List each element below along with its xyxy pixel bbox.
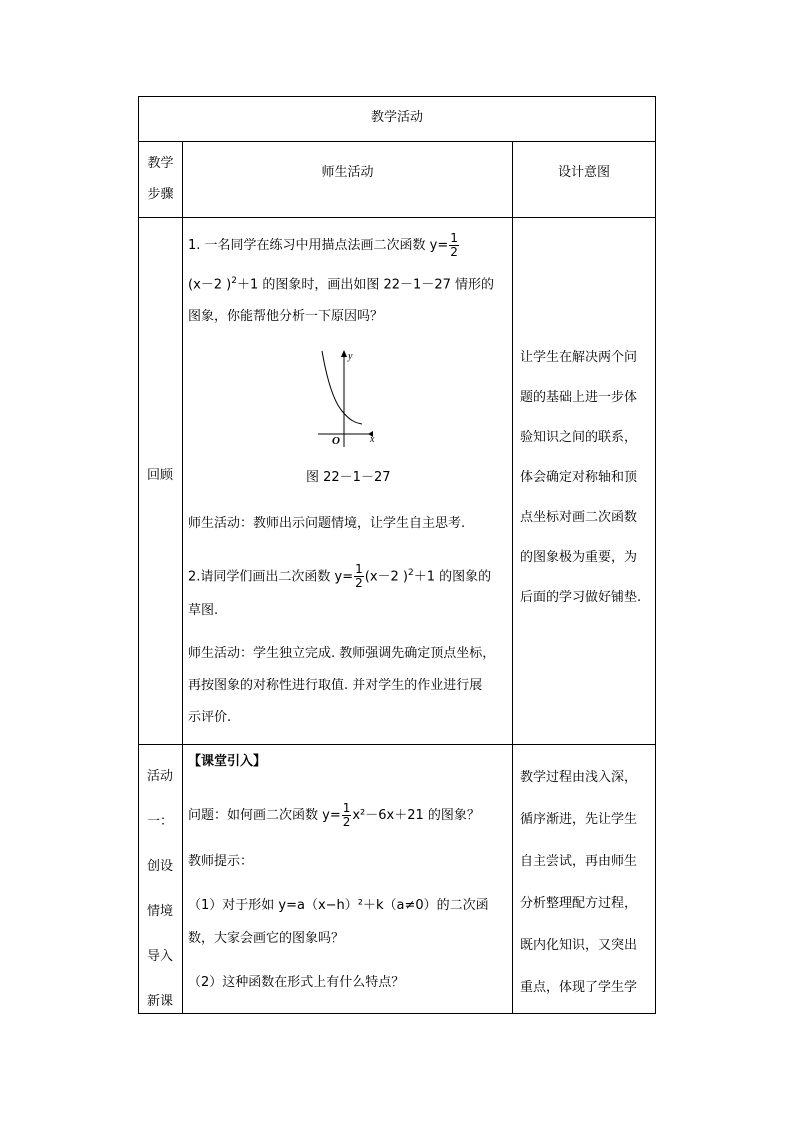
review-question-1-line-2	[188, 271, 494, 295]
table-col-divider	[512, 141, 513, 1014]
table-row-divider	[138, 744, 656, 745]
table-row-divider	[138, 217, 656, 218]
design-line: 让学生在解决两个问	[520, 350, 638, 365]
review-activity-2-line-1: 师生活动：学生独立完成. 教师强调先确定顶点坐标，	[188, 646, 496, 661]
design-line: 验知识之间的联系，	[520, 430, 638, 445]
q1-fraction	[449, 232, 459, 259]
step-line: 新课	[146, 994, 173, 1009]
q1-line2-pre: (x－2 )	[188, 277, 232, 293]
table-border-bottom	[138, 1013, 656, 1014]
q1-frac-num: 1	[450, 231, 458, 245]
q2-post: ＋1 的图象的	[413, 569, 492, 585]
classroom-intro-heading: 【课堂引入】	[188, 754, 267, 769]
review-design-intent	[520, 338, 650, 618]
parabola-curve	[322, 351, 362, 424]
table-col-divider	[182, 141, 183, 1014]
parabola-figure	[318, 349, 378, 449]
intro-fraction	[342, 802, 352, 829]
table-border-top	[138, 96, 656, 97]
lesson-table	[138, 96, 656, 1014]
activity-one-design-intent	[520, 757, 650, 1009]
review-question-2-line-2: 草图.	[188, 603, 219, 618]
step-line: 导入	[146, 949, 173, 964]
axis-label-x: x	[370, 434, 375, 445]
intro-question	[188, 802, 480, 829]
header-activity: 师生活动	[321, 165, 374, 180]
design-line: 教学过程由浅入深，	[520, 770, 638, 785]
hint-item-2: （2）这种函数在形式上有什么特点？	[188, 975, 405, 990]
step-line: 一：	[146, 814, 173, 829]
intro-frac-den: 2	[342, 815, 351, 829]
q1-frac-den: 2	[450, 245, 458, 259]
header-steps	[139, 148, 182, 210]
table-title: 教学活动	[370, 110, 423, 125]
table-row-divider	[138, 141, 656, 142]
header-steps-text: 教学步骤	[147, 156, 174, 202]
q1-prefix: 1. 一名同学在练习中用描点法画二次函数 y=	[188, 238, 449, 253]
design-line: 点坐标对画二次函数	[520, 510, 638, 525]
design-line: 分析整理配方过程，	[520, 896, 638, 911]
review-question-1-line-1	[188, 232, 460, 259]
review-activity-2-line-3: 示评价.	[188, 710, 232, 725]
design-line: 后面的学习做好铺垫.	[520, 590, 642, 605]
q1-line2-post: ＋1 的图象时，画出如图 22－1－27 情形的	[236, 277, 495, 293]
teacher-hint: 教师提示：	[188, 854, 254, 869]
figure-caption: 图 22－1－27	[306, 470, 391, 485]
table-border-right	[655, 96, 656, 1014]
q2-frac-den: 2	[355, 576, 363, 591]
q2-exponent: 2	[408, 568, 414, 578]
y-axis-arrow	[341, 350, 347, 357]
design-line: 循序渐进，先让学生	[520, 812, 638, 827]
review-question-2-line-1	[188, 563, 491, 590]
q2-mid: (x－2 )	[364, 569, 409, 585]
step-line: 活动	[146, 769, 173, 784]
q1-exponent: 2	[231, 276, 237, 286]
axis-label-y: y	[348, 351, 353, 362]
design-line: 重点，体现了学生学	[520, 980, 638, 995]
q2-frac-num: 1	[355, 562, 363, 577]
step-line: 创设	[146, 859, 173, 874]
step-review: 回顾	[146, 468, 173, 483]
review-question-1-line-3: 图象，你能帮他分析一下原因吗？	[188, 309, 384, 324]
q2-prefix: 2.请同学们画出二次函数 y=	[188, 569, 354, 585]
review-activity-1: 师生活动：教师出示问题情境，让学生自主思考.	[188, 516, 466, 531]
design-line: 体会确定对称轴和顶	[520, 470, 638, 485]
design-line: 题的基础上进一步体	[520, 390, 638, 405]
intro-question-post: x²－6x＋21 的图象？	[352, 808, 480, 823]
step-line: 情境	[146, 904, 173, 919]
origin-label: O	[332, 435, 340, 447]
header-design: 设计意图	[557, 165, 610, 180]
intro-question-prefix: 问题：如何画二次函数 y=	[188, 808, 341, 823]
q2-fraction	[354, 563, 364, 590]
design-line: 自主尝试，再由师生	[520, 854, 638, 869]
design-line: 的图象极为重要，为	[520, 550, 638, 565]
step-activity-one	[139, 754, 181, 1024]
review-activity-2-line-2: 再按图象的对称性进行取值. 并对学生的作业进行展	[188, 678, 483, 693]
hint-item-1-line-1: （1）对于形如 y=a（x−h）²＋k（a≠0）的二次函	[188, 898, 489, 913]
hint-item-1-line-2: 数，大家会画它的图象吗？	[188, 931, 345, 946]
intro-frac-num: 1	[342, 801, 351, 815]
design-line: 既内化知识，又突出	[520, 938, 638, 953]
